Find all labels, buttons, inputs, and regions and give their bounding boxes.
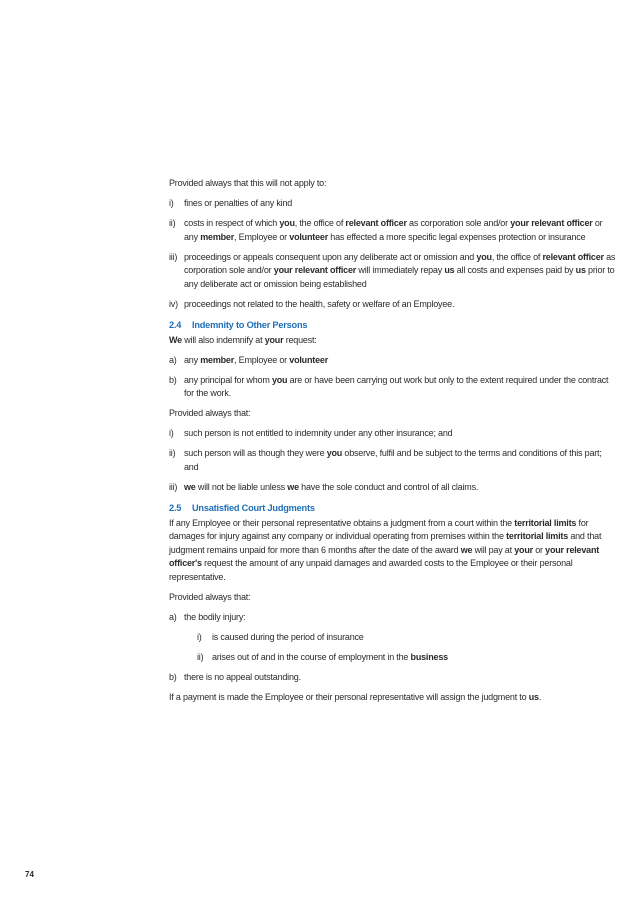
paragraph (169, 177, 617, 191)
defined-term: your relevant officer's (169, 544, 600, 568)
defined-term: We (169, 334, 182, 345)
text-run: , Employee or (234, 354, 290, 365)
list-marker: b) (169, 671, 177, 682)
text-run: costs in respect of which (184, 218, 280, 228)
text-run: all costs and expenses paid by (454, 265, 576, 275)
text-run: for damages for injury against any company or individual operating from premises within the (169, 517, 589, 541)
text-run: the bodily injury: (184, 611, 246, 622)
defined-term: us (528, 691, 539, 702)
text-run: , the office of (294, 218, 346, 228)
text-run: will pay at (472, 544, 515, 555)
list-item-text (184, 374, 617, 401)
text-run: have the sole conduct and control of all claims. (298, 481, 479, 492)
list-marker: ii) (169, 218, 176, 228)
list-item (169, 197, 617, 211)
paragraph (169, 407, 617, 421)
defined-term: volunteer (289, 354, 328, 365)
list-marker: ii) (197, 651, 204, 662)
list-item (169, 481, 617, 495)
list-marker: a) (169, 354, 177, 365)
section-number: 2.4 (169, 320, 182, 330)
text-run: Provided always that this will not apply to: (169, 178, 327, 188)
text-run: proceedings not related to the health, safety or welfare of an Employee. (184, 298, 455, 309)
section-heading (169, 319, 617, 333)
list-item (169, 447, 617, 474)
defined-term: your relevant officer (510, 218, 593, 228)
text-run: If a payment is made the Employee or their personal representative will assign the judgment to (169, 691, 529, 702)
list-item-text (184, 197, 617, 211)
text-run: such person is not entitled to indemnity under any other insurance; and (184, 428, 453, 438)
text-run: request: (283, 334, 317, 345)
list-item (169, 374, 617, 401)
list-item (169, 611, 617, 625)
text-run: will immediately repay (356, 265, 445, 275)
list-marker: iv) (169, 298, 178, 309)
list-marker: a) (169, 611, 177, 622)
page-number: 74 (25, 870, 34, 879)
section-title: Unsatisfied Court Judgments (192, 503, 315, 513)
list-marker: i) (169, 428, 174, 438)
defined-term: territorial limits (506, 531, 569, 541)
list-item (169, 354, 617, 368)
list-marker: iii) (169, 251, 178, 262)
text-run: If any Employee or their personal representative obtains a judgment from a court within the (169, 517, 515, 528)
defined-term: your relevant officer (273, 265, 357, 275)
paragraph (169, 334, 617, 348)
text-run: Provided always that: (169, 591, 251, 602)
list-item-text (184, 217, 617, 244)
list-item-text (184, 251, 617, 292)
list-marker: iii) (169, 481, 178, 492)
text-run: observe, fulfil and be subject to the terms and conditions of this part; and (184, 448, 602, 472)
text-run: will also indemnify at (181, 334, 265, 345)
text-run: or any (184, 218, 603, 242)
list-item-text (184, 447, 617, 474)
list-item (169, 671, 617, 685)
text-run: such person will as though they were (184, 448, 327, 458)
text-run: prior to any deliberate act or omission being established (184, 265, 615, 289)
defined-term: us (444, 265, 455, 275)
section-heading (169, 502, 617, 516)
list-marker: b) (169, 374, 177, 385)
list-marker: ii) (169, 448, 176, 458)
list-item-text (184, 671, 617, 685)
list-item-text (184, 298, 617, 312)
list-item-text (184, 354, 617, 368)
defined-term: your (514, 544, 533, 555)
defined-term: relevant officer (542, 251, 604, 262)
text-run: or (532, 544, 546, 555)
document-content (169, 177, 617, 711)
list-item (169, 217, 617, 244)
text-run: any principal for whom (184, 374, 272, 385)
list-marker: i) (197, 631, 202, 642)
text-run: , Employee or (234, 231, 290, 242)
list-item-text (212, 651, 617, 665)
defined-term: you (326, 448, 343, 458)
list-item-text (184, 611, 617, 625)
defined-term: relevant officer (345, 218, 407, 228)
defined-term: we (287, 481, 299, 492)
defined-term: you (271, 374, 288, 385)
paragraph (169, 591, 617, 605)
defined-term: your (264, 334, 284, 345)
text-run: and that judgment remains unpaid for more than 6 months after the date of the award (169, 531, 602, 555)
section-number: 2.5 (169, 503, 182, 513)
defined-term: we (460, 544, 473, 555)
text-run: , the office of (491, 251, 543, 262)
sub-list-item (197, 631, 617, 645)
defined-term: you (476, 251, 492, 262)
text-run: any (184, 354, 201, 365)
defined-term: you (279, 218, 295, 228)
text-run: as corporation sole and/or (406, 218, 511, 228)
list-item-text (212, 631, 617, 645)
defined-term: member (200, 354, 235, 365)
text-run: there is no appeal outstanding. (184, 671, 301, 682)
text-run: has effected a more specific legal expenses protection or insurance (328, 231, 586, 242)
text-run: Provided always that: (169, 408, 251, 418)
text-run: will not be liable unless (195, 481, 288, 492)
defined-term: we (184, 481, 196, 492)
list-item-text (184, 427, 617, 441)
list-item (169, 251, 617, 292)
defined-term: territorial limits (514, 517, 577, 528)
paragraph (169, 691, 617, 705)
defined-term: us (575, 265, 586, 275)
list-item-text (184, 481, 617, 495)
defined-term: volunteer (289, 231, 328, 242)
text-run: is caused during the period of insurance (212, 631, 364, 642)
text-run: as corporation sole and/or (184, 251, 616, 275)
text-run: fines or penalties of any kind (184, 198, 293, 208)
text-run: arises out of and in the course of employment in the (212, 651, 411, 662)
text-run: . (538, 691, 542, 702)
list-item (169, 298, 617, 312)
defined-term: member (200, 231, 235, 242)
section-title: Indemnity to Other Persons (192, 320, 308, 330)
text-run: request the amount of any unpaid damages and awarded costs to the Employee or their personal representative. (169, 558, 573, 582)
text-run: proceedings or appeals consequent upon any deliberate act or omission and (184, 251, 477, 262)
list-item (169, 427, 617, 441)
list-marker: i) (169, 198, 174, 208)
sub-list-item (197, 651, 617, 665)
text-run: are or have been carrying out work but only to the extent required under the contract for the work. (184, 374, 609, 398)
defined-term: business (410, 651, 448, 662)
paragraph (169, 517, 617, 585)
